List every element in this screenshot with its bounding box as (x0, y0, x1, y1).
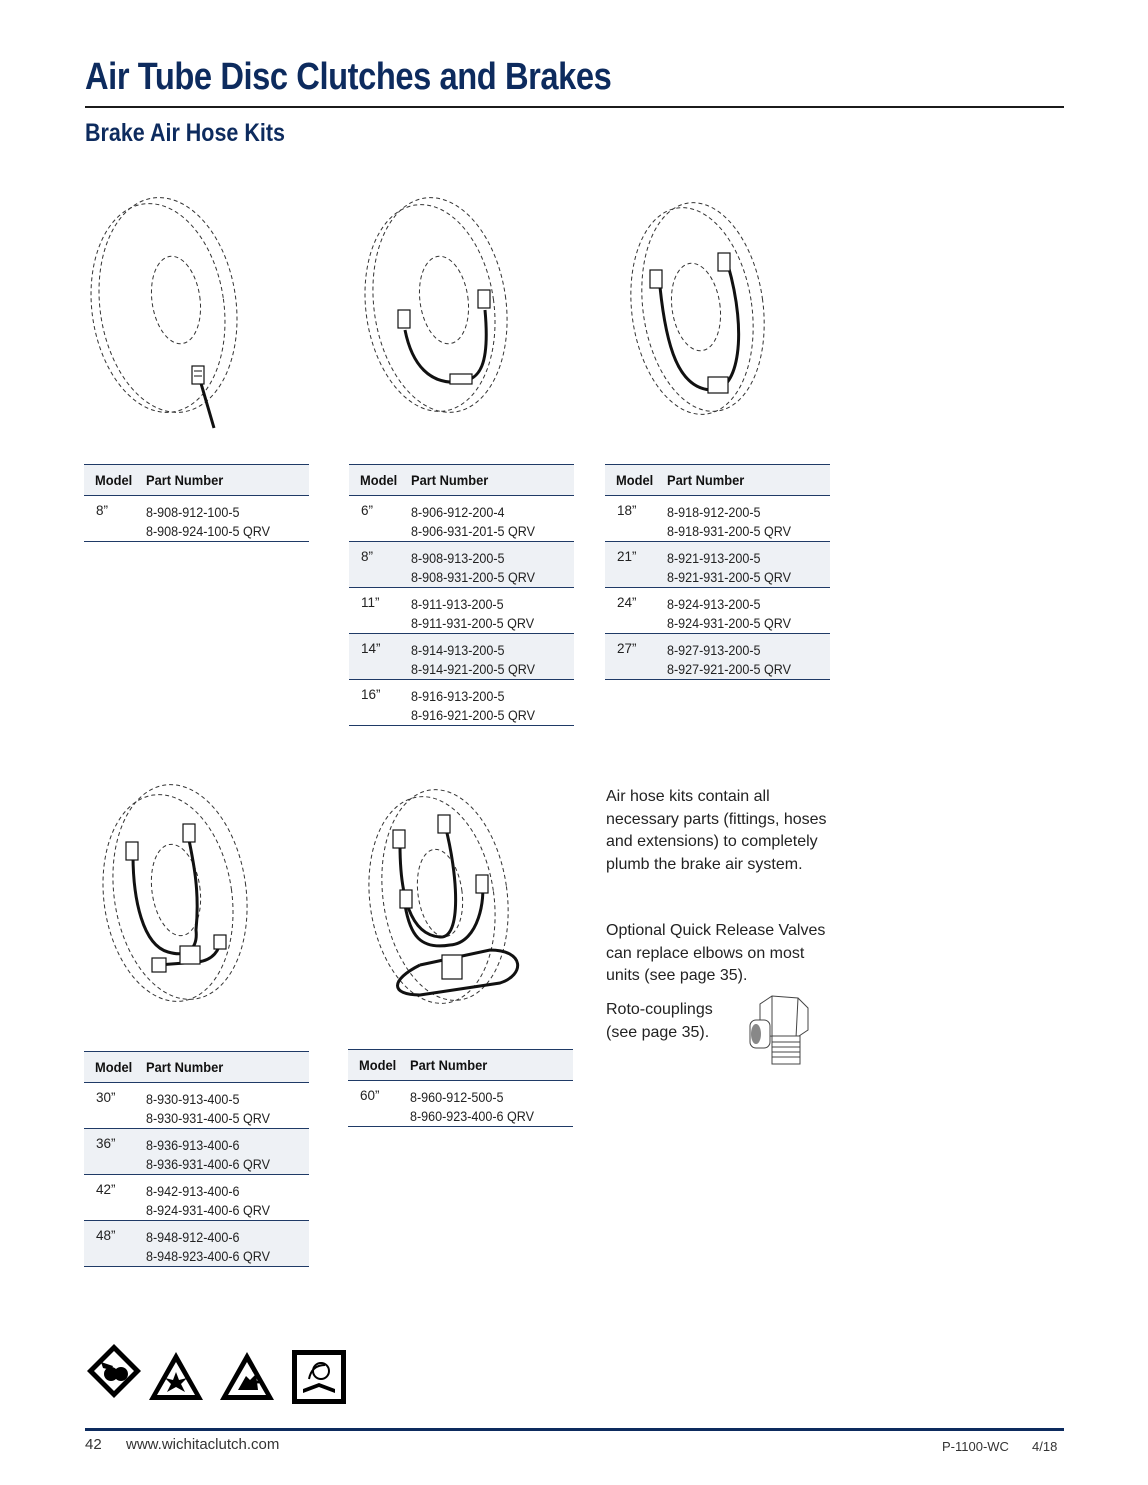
part-number-qrv: 8-936-931-400-6 QRV (146, 1157, 271, 1172)
table-row (349, 680, 574, 726)
page-number: 42 (85, 1436, 102, 1453)
part-number: 8-908-912-100-5 (146, 505, 240, 520)
part-number: 8-930-913-400-5 (146, 1092, 240, 1107)
model-cell: 27” (617, 641, 637, 656)
part-number-qrv: 8-921-931-200-5 QRV (667, 570, 792, 585)
table-row (605, 634, 830, 680)
table-row (349, 588, 574, 634)
part-number: 8-911-913-200-5 (411, 597, 504, 612)
brake-illustration-four-hose (88, 780, 258, 1020)
part-number-qrv: 8-930-931-400-5 QRV (146, 1111, 271, 1126)
table-header (348, 1049, 573, 1081)
model-cell: 16” (361, 687, 381, 702)
page-title: Air Tube Disc Clutches and Brakes (85, 56, 612, 98)
website-link[interactable]: www.wichitaclutch.com (126, 1436, 280, 1453)
kit-contents-note: Air hose kits contain all necessary parts (fittings, hoses and extensions) to completely plumb the brake air system. (606, 788, 827, 873)
part-number-qrv: 8-908-931-200-5 QRV (411, 570, 536, 585)
part-number: 8-908-913-200-5 (411, 551, 505, 566)
roto-coupling-icon (742, 990, 814, 1072)
part-number-qrv: 8-927-921-200-5 QRV (667, 662, 792, 677)
part-number: 8-906-912-200-4 (411, 505, 505, 520)
parts-table-18-27 (605, 464, 830, 680)
model-column-header: Model (616, 472, 654, 488)
model-cell: 30” (96, 1090, 116, 1105)
qrv-note: Optional Quick Release Valves can replace elbows on most units (see page 35). (606, 922, 826, 984)
part-number-qrv: 8-908-924-100-5 QRV (146, 524, 271, 539)
model-cell: 24” (617, 595, 637, 610)
model-cell: 60” (360, 1088, 380, 1103)
footer-rule (85, 1428, 1064, 1431)
table-row (84, 496, 309, 542)
model-column-header: Model (95, 1059, 133, 1075)
part-number-column-header: Part Number (667, 472, 745, 488)
table-row (349, 542, 574, 588)
part-number-qrv: 8-960-923-400-6 QRV (410, 1109, 535, 1124)
table-row (84, 1129, 309, 1175)
table-header (605, 464, 830, 496)
parts-table-60 (348, 1049, 573, 1127)
brake-illustration-single-hose (88, 190, 258, 440)
part-number-qrv: 8-916-921-200-5 QRV (411, 708, 536, 723)
model-cell: 11” (361, 595, 380, 610)
model-cell: 8” (96, 503, 109, 518)
model-cell: 14” (361, 641, 381, 656)
part-number: 8-936-913-400-6 (146, 1138, 240, 1153)
table-row (605, 496, 830, 542)
part-number-column-header: Part Number (146, 1059, 224, 1075)
model-cell: 18” (617, 503, 637, 518)
part-number: 8-921-913-200-5 (667, 551, 761, 566)
part-number: 8-914-913-200-5 (411, 643, 505, 658)
model-cell: 21” (617, 549, 637, 564)
part-number-qrv: 8-924-931-400-6 QRV (146, 1203, 271, 1218)
part-number: 8-927-913-200-5 (667, 643, 761, 658)
brake-illustration-five-hose (350, 785, 530, 1015)
parts-table-30-48 (84, 1051, 309, 1267)
table-row (84, 1175, 309, 1221)
brake-illustration-two-hose (350, 190, 520, 430)
model-column-header: Model (359, 1057, 397, 1073)
roto-coupling-note: Roto-couplings (see page 35). (606, 1001, 713, 1041)
table-row (349, 496, 574, 542)
part-number-qrv: 8-924-931-200-5 QRV (667, 616, 792, 631)
model-cell: 42” (96, 1182, 116, 1197)
part-number: 8-948-912-400-6 (146, 1230, 240, 1245)
model-cell: 36” (96, 1136, 116, 1151)
table-row (84, 1083, 309, 1129)
part-number-qrv: 8-918-931-200-5 QRV (667, 524, 792, 539)
read-manual-icon (291, 1349, 347, 1405)
part-number-column-header: Part Number (411, 472, 489, 488)
part-number-qrv: 8-911-931-200-5 QRV (411, 616, 535, 631)
part-number-column-header: Part Number (410, 1057, 488, 1073)
model-cell: 48” (96, 1228, 116, 1243)
parts-table-6-16 (349, 464, 574, 726)
table-row (84, 1221, 309, 1267)
table-row (349, 634, 574, 680)
hand-entanglement-icon (85, 1342, 143, 1400)
part-number-qrv: 8-906-931-201-5 QRV (411, 524, 536, 539)
part-number-qrv: 8-914-921-200-5 QRV (411, 662, 536, 677)
part-number-column-header: Part Number (146, 472, 224, 488)
table-row (605, 588, 830, 634)
model-cell: 6” (361, 503, 374, 518)
brake-illustration-two-hose-large (608, 195, 778, 435)
part-number: 8-960-912-500-5 (410, 1090, 504, 1105)
part-number: 8-916-913-200-5 (411, 689, 505, 704)
part-number: 8-942-913-400-6 (146, 1184, 240, 1199)
table-row (348, 1081, 573, 1127)
parts-table-8 (84, 464, 309, 542)
flying-debris-warning-icon (218, 1350, 276, 1402)
model-cell: 8” (361, 549, 374, 564)
document-code: P-1100-WC (942, 1439, 1009, 1454)
table-header (349, 464, 574, 496)
table-row (605, 542, 830, 588)
part-number: 8-924-913-200-5 (667, 597, 761, 612)
document-date: 4/18 (1032, 1439, 1058, 1454)
model-column-header: Model (360, 472, 398, 488)
model-column-header: Model (95, 472, 133, 488)
section-subtitle: Brake Air Hose Kits (85, 119, 285, 147)
table-header (84, 464, 309, 496)
part-number: 8-918-912-200-5 (667, 505, 761, 520)
part-number-qrv: 8-948-923-400-6 QRV (146, 1249, 271, 1264)
table-header (84, 1051, 309, 1083)
header-rule (85, 106, 1064, 108)
explosion-warning-icon (147, 1350, 205, 1402)
